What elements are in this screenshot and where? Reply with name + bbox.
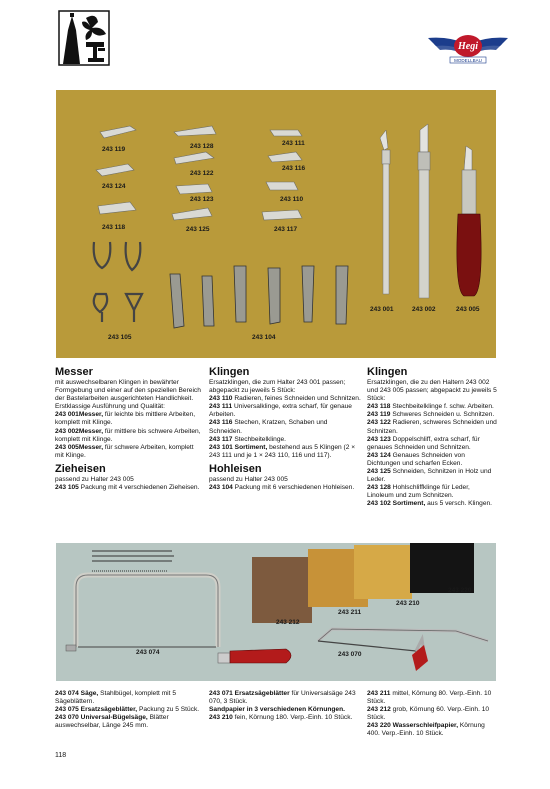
sandpaper-heading: Sandpapier in 3 verschiedenen Körnungen.: [209, 706, 345, 714]
label-243210: 243 210: [396, 600, 420, 607]
blade-243110: [266, 182, 298, 190]
hegi-brand-logo: [428, 26, 508, 66]
product-code: 243 102: [367, 500, 391, 508]
product-code: 243 110: [209, 395, 233, 403]
product-entry: [55, 706, 203, 714]
column-messer: [55, 366, 203, 492]
product-code: 243 124: [367, 451, 391, 459]
product-description: Stechen, Kratzen, Schaben und Schneiden.: [209, 419, 328, 435]
product-entry: [55, 444, 203, 460]
product-entry: [209, 484, 361, 492]
product-code: 243 005: [55, 443, 79, 451]
product-code: 243 070: [55, 714, 79, 722]
product-code: 243 128: [367, 484, 391, 492]
product-description: für mittlere bis schwere Arbeiten, komplett mit Klinge.: [55, 427, 201, 443]
product-entry: [209, 403, 361, 419]
label-243128: 243 128: [190, 143, 214, 150]
product-entry: [55, 484, 203, 492]
blade-243117: [262, 210, 302, 220]
blade-243111: [270, 130, 302, 136]
blade-243118: [98, 202, 136, 214]
product-description: Doppelschliff, extra scharf, für genaues Schneiden und Schnitzen.: [367, 435, 480, 451]
product-description: Radieren, schweres Schneiden und Schnitzen.: [367, 419, 497, 435]
product-description: Körnung 400. Verp.-Einh. 10 Stück.: [367, 722, 485, 738]
product-description: Schneiden, Schnitzen in Holz und Leder.: [367, 468, 492, 484]
product-code: 243 071: [209, 690, 233, 697]
product-description: Packung zu 5 Stück.: [137, 706, 200, 714]
product-code: 243 101: [209, 443, 233, 451]
blade-243125: [172, 208, 212, 220]
product-code: 243 123: [367, 435, 391, 443]
product-name: Messer,: [78, 427, 104, 435]
product-code: 243 118: [367, 403, 391, 411]
label-243124: 243 124: [102, 183, 126, 190]
product-entry: [367, 436, 497, 452]
product-description: grob, Körnung 60. Verp.-Einh. 10 Stück.: [367, 706, 490, 722]
column-sandpaper: [209, 690, 361, 722]
product-entry: [209, 436, 361, 444]
label-243116: 243 116: [282, 165, 306, 172]
label-243125: 243 125: [186, 226, 210, 233]
product-code: 243 211: [367, 690, 391, 697]
product-description: fein, Körnung 180. Verp.-Einh. 10 Stück.: [232, 714, 353, 722]
product-entry: [367, 706, 497, 722]
heading-klingen-2: Klingen: [367, 366, 408, 378]
product-description: Stechbeitelklinge f. schw. Arbeiten.: [390, 403, 494, 411]
product-entry: [367, 419, 497, 435]
heading-messer: Messer: [55, 366, 93, 378]
label-243119: 243 119: [102, 146, 126, 153]
product-entry: [55, 690, 203, 706]
heading-zieheisen: Zieheisen: [55, 462, 106, 475]
product-entry: [209, 395, 361, 403]
product-description: Packung mit 4 verschiedenen Zieheisen.: [78, 484, 200, 492]
label-243123: 243 123: [190, 196, 214, 203]
product-description: Hohlschliffklinge für Leder, Linoleum und zum Schnitzen.: [367, 484, 470, 500]
product-code: 243 105: [55, 484, 79, 492]
product-entry: [209, 714, 361, 722]
blade-243122: [174, 152, 214, 164]
page-number: 118: [55, 752, 67, 759]
product-entry: [209, 419, 361, 435]
product-description: Genaues Schneiden von Dichtungen und scharfen Ecken.: [367, 451, 465, 467]
brand-subtext: MODELLBAU: [454, 58, 482, 63]
product-name: Wasserschleifpapier,: [390, 722, 459, 730]
product-description: Universalklinge, extra scharf, für genaue Arbeiten.: [209, 403, 352, 419]
product-description: für leichte bis mittlere Arbeiten, komplett mit Klinge.: [55, 411, 196, 427]
label-243111: 243 111: [282, 140, 305, 147]
product-entry: [209, 444, 361, 460]
knife-243005: [457, 146, 481, 296]
knife-243002: [418, 124, 430, 298]
product-code: 243 220: [367, 722, 391, 730]
product-description: Blätter auswechselbar, Länge 245 mm.: [55, 714, 169, 730]
product-description: Schweres Schneiden u. Schnitzen.: [390, 411, 495, 419]
label-243001: 243 001: [370, 306, 394, 313]
product-description: Radieren, feines Schneiden und Schnitzen.: [232, 395, 361, 403]
product-entry: [367, 484, 497, 500]
column-saws: [55, 690, 203, 730]
column-grit: [367, 690, 497, 739]
product-code: 243 122: [367, 419, 391, 427]
label-243122: 243 122: [190, 170, 214, 177]
product-code: 243 074: [55, 690, 79, 697]
label-243002: 243 002: [412, 306, 436, 313]
product-description: für Universalsäge 243 070, 3 Stück.: [209, 690, 356, 706]
klingen-2-intro: Ersatzklingen, die zu den Haltern 243 002 und 243 005 passen; abgepackt zu jeweils 5 Stück:: [367, 379, 497, 403]
product-code: 243 075: [55, 706, 79, 714]
product-name: Ersatzsägeblätter: [232, 690, 290, 697]
label-243117: 243 117: [274, 226, 298, 233]
label-243110: 243 110: [280, 196, 304, 203]
saws-sandpaper-photo: [56, 543, 496, 681]
sandpaper-243210: [354, 545, 412, 599]
product-description: Stahlbügel, komplett mit 5 Sägeblättern.: [55, 690, 176, 706]
knives-blades-photo: [56, 90, 496, 358]
label-243104: 243 104: [252, 334, 276, 341]
product-entry: [55, 411, 203, 427]
product-code: 243 119: [367, 411, 391, 419]
product-entry: [367, 722, 497, 738]
sandpaper-243212: [252, 557, 312, 623]
label-243074: 243 074: [136, 649, 160, 656]
product-name: Universal-Bügelsäge,: [78, 714, 148, 722]
product-code: 243 117: [209, 435, 233, 443]
product-entry: [367, 690, 497, 706]
product-entry: [209, 690, 361, 706]
product-name: Sortiment,: [390, 500, 426, 508]
hohleisen-intro: passend zu Halter 243 005: [209, 475, 288, 483]
product-entry: [367, 411, 497, 419]
product-entry: [55, 428, 203, 444]
blade-243128: [174, 126, 216, 136]
column-klingen-2: [367, 366, 497, 509]
product-description: Stechbeitelklinge.: [232, 435, 287, 443]
product-code: 243 001: [55, 411, 79, 419]
heading-hohleisen: Hohleisen: [209, 462, 262, 475]
product-description: bestehend aus 5 Klingen (2 × 243 111 und je 1 × 243 110, 116 und 117).: [209, 443, 356, 459]
product-description: Packung mit 6 verschiedenen Hohleisen.: [232, 484, 355, 492]
label-243220: 243 220: [448, 587, 472, 594]
product-code: 243 111: [209, 403, 233, 411]
product-code: 243 104: [209, 484, 233, 492]
product-name: Säge,: [78, 690, 99, 697]
product-code: 243 210: [209, 714, 233, 722]
knife-243001: [380, 130, 390, 294]
product-code: 243 002: [55, 427, 79, 435]
product-description: für schwere Arbeiten, komplett mit Klinge.: [55, 443, 194, 459]
blade-243123: [176, 184, 212, 194]
column-klingen-1: [209, 366, 361, 492]
blade-243119: [100, 126, 136, 138]
label-243070: 243 070: [338, 651, 362, 658]
label-243118: 243 118: [102, 224, 126, 231]
product-description: aus 5 versch. Klingen.: [425, 500, 492, 508]
messer-intro: mit auswechselbaren Klingen in bewährter Formgebung und einer auf den speziellen Bereich der Bastelarbeiten ausgerichteten Handlichkeit. Erstklassige Ausführung und Qualität:: [55, 379, 201, 411]
label-243005: 243 005: [456, 306, 480, 313]
product-code: 243 212: [367, 706, 391, 714]
product-name: Messer,: [78, 443, 104, 451]
product-code: 243 125: [367, 468, 391, 476]
product-entry: [367, 452, 497, 468]
klingen-1-intro: Ersatzklingen, die zum Halter 243 001 passen; abgepackt zu jeweils 5 Stück:: [209, 379, 346, 395]
blade-243116: [268, 152, 302, 162]
hacksaw-243070: [318, 629, 488, 671]
product-entry: [367, 403, 497, 411]
product-entry: [367, 500, 497, 508]
label-243105: 243 105: [108, 334, 132, 341]
product-name: Messer,: [78, 411, 104, 419]
zieheisen-intro: passend zu Halter 243 005: [55, 475, 134, 483]
blade-243124: [96, 164, 134, 176]
brand-text: Hegi: [458, 41, 478, 52]
product-name: Sortiment,: [232, 443, 268, 451]
product-name: Ersatzsägeblätter,: [78, 706, 138, 714]
product-entry: [367, 468, 497, 484]
product-entry: [55, 714, 203, 730]
label-243212: 243 212: [276, 619, 300, 626]
label-243211: 243 211: [338, 609, 362, 616]
product-code: 243 116: [209, 419, 233, 427]
tools-logo-icon: [58, 10, 110, 66]
sandpaper-243220: [410, 543, 474, 593]
heading-klingen-1: Klingen: [209, 366, 250, 378]
product-description: mittel, Körnung 80. Verp.-Einh. 10 Stück.: [367, 690, 492, 706]
